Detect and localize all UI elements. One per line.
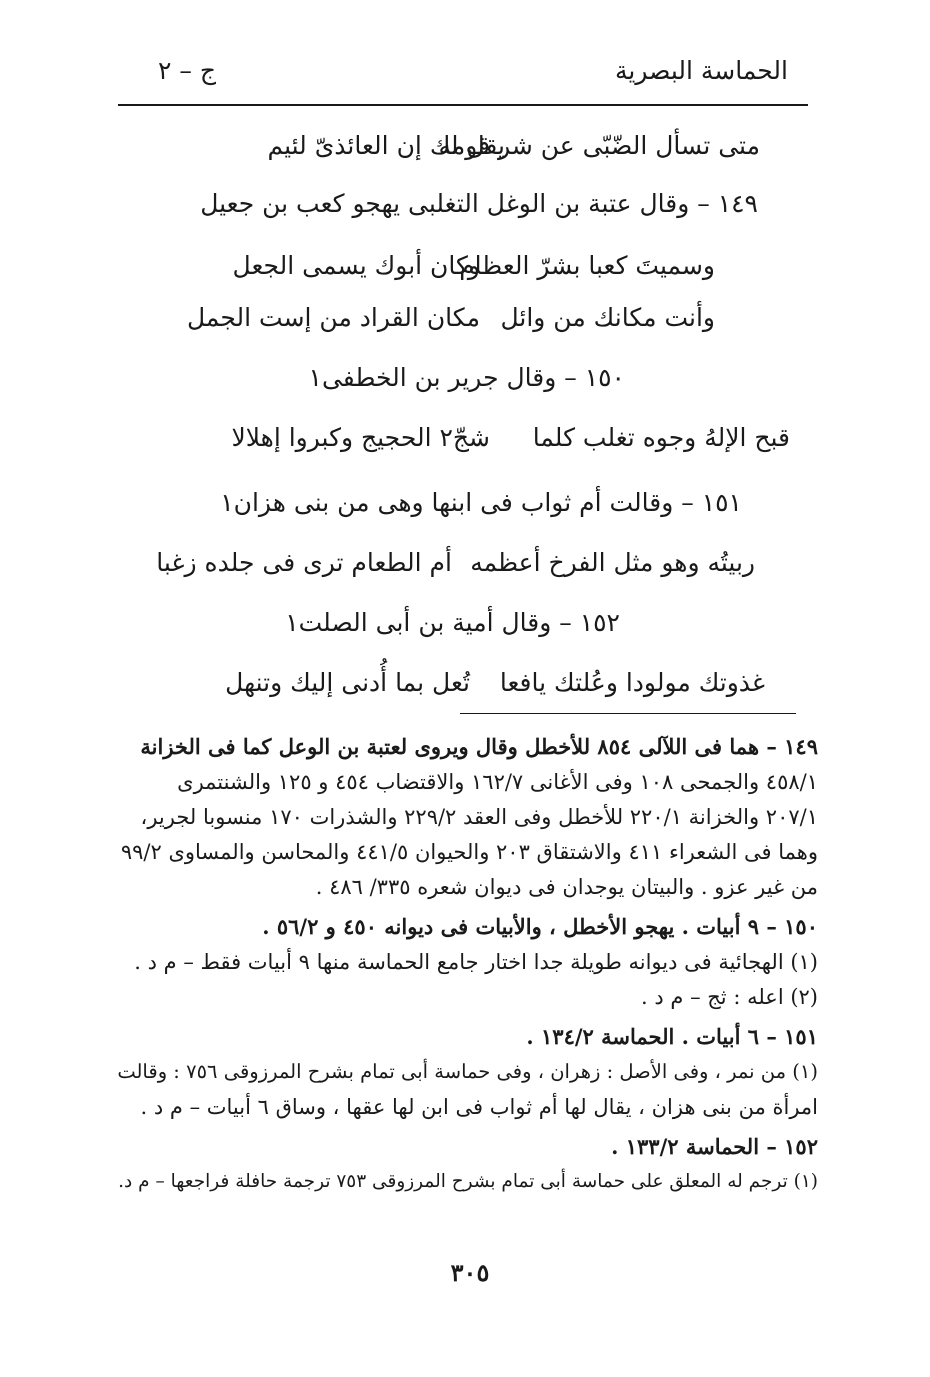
poem-heading-text: ١٥٠ – وقال جرير بن الخطفى١	[308, 363, 625, 392]
poem-heading-text: ١٥٢ – وقال أمية بن أبى الصلت١	[285, 608, 620, 637]
poem-heading	[200, 186, 758, 222]
footnote-line: ٢٠٧/١ والخزانة ٢٢٠/١ للأخطل وفى العقد ٢٢٩/٢ والشذرات ١٧٠ منسوبا لجرير،	[140, 805, 818, 829]
verse-first-hemistich: غذوتك مولودا وعُلتك يافعا	[499, 668, 765, 697]
page-number: ٣٠٥	[450, 1258, 490, 1287]
footnote-line: ١٤٩ – هما فى اللآلى ٨٥٤ للأخطل وقال ويروى لعتبة بن الوعل كما فى الخزانة	[140, 734, 818, 759]
footnote-line: من غير عزو . والبيتان يوجدان فى ديوان شعره ٣٣٥/ ٤٨٦ .	[315, 875, 818, 899]
header-rule	[118, 104, 808, 106]
verse-first-hemistich: قبح الإلهُ وجوه تغلب كلما	[532, 423, 790, 452]
footnote-line: ١٥١ – ٦ أبيات . الحماسة ١٣٤/٢ .	[526, 1024, 818, 1049]
footnote-line: وهما فى الشعراء ٤١١ والاشتقاق ٢٠٣ والحيوان ٤٤١/٥ والمحاسن والمساوى ٩٩/٢	[120, 840, 818, 864]
footnote-line: (١) ترجم له المعلق على حماسة أبى تمام بشرح المرزوقى ٧٥٣ ترجمة حافلة فراجعها – م د.	[118, 1171, 818, 1192]
verse-line	[459, 248, 715, 284]
poem-heading	[309, 360, 625, 396]
poem-heading	[285, 605, 620, 641]
footnote-line: (١) من نمر ، وفى الأصل : زهران ، وفى حماسة أبى تمام بشرح المرزوقى ٧٥٦ : وقالت	[117, 1060, 818, 1083]
verse-first-hemistich: وسميتَ كعبا بشرّ العظام	[459, 251, 715, 280]
volume-number: ج – ٢	[158, 56, 216, 85]
footnote-line: (١) الهجائية فى ديوانه طويلة جدا اختار جامع الحماسة منها ٩ أبيات فقط – م د .	[134, 950, 818, 974]
verse-second-hemistich: وكان أبوك يسمى الجعل	[232, 251, 480, 280]
verse-second-hemistich-row	[231, 420, 490, 456]
poem-heading	[220, 485, 742, 521]
book-title: الحماسة البصرية	[614, 56, 788, 85]
verse-line	[470, 545, 755, 581]
verse-second-hemistich-row	[187, 300, 480, 336]
verse-line	[533, 420, 790, 456]
poem-heading-text: ١٥١ – وقالت أم ثواب فى ابنها وهى من بنى هزان١	[220, 488, 742, 517]
footnote-line: (٢) اعله : ثج – م د .	[641, 985, 818, 1009]
verse-second-hemistich-row	[233, 248, 480, 284]
verse-first-hemistich: ربيتُه وهو مثل الفرخ أعظمه	[470, 548, 755, 577]
verse-second-hemistich: مكان القراد من إست الجمل	[187, 303, 480, 332]
poem-heading-text: ١٤٩ – وقال عتبة بن الوغل التغلبى يهجو كعب بن جعيل	[200, 189, 758, 218]
verse-second-hemistich-row	[156, 545, 452, 581]
verse-first-hemistich: وأنت مكانك من وائل	[500, 303, 715, 332]
verse-line	[500, 665, 765, 701]
verse-second-hemistich: أم الطعام ترى فى جلده زغبا	[156, 548, 452, 577]
running-header	[130, 52, 800, 96]
verse-line	[500, 300, 715, 336]
verse-second-hemistich: تُعل بما أُدنى إليك وتنهل	[225, 668, 470, 697]
verse-second-hemistich: شجّ٢ الحجيج وكبروا إهلالا	[231, 423, 490, 452]
footnote-separator	[460, 713, 796, 714]
verse-first-hemistich: متى تسأل الضّبّى عن شر قومه	[438, 131, 760, 160]
footnote-line: ٤٥٨/١ والجمحى ١٠٨ وفى الأغانى ١٦٢/٧ والاقتضاب ٤٥٤ و ١٢٥ والشنتمرى	[177, 770, 818, 794]
verse-second-hemistich-row	[225, 665, 470, 701]
footnote-line: ١٥٢ – الحماسة ١٣٣/٢ .	[611, 1134, 818, 1159]
verse-second-hemistich: يقل لك إن العائذىّ لئيم	[267, 131, 505, 160]
footnote-line: ١٥٠ – ٩ أبيات . يهجو الأخطل ، والأبيات فى ديوانه ٤٥٠ و ٥٦/٢ .	[262, 914, 818, 939]
verse-second-hemistich-row	[267, 128, 505, 164]
footnote-line: امرأة من بنى هزان ، يقال لها أم ثواب فى ابن لها عقها ، وساق ٦ أبيات – م د .	[140, 1095, 818, 1119]
